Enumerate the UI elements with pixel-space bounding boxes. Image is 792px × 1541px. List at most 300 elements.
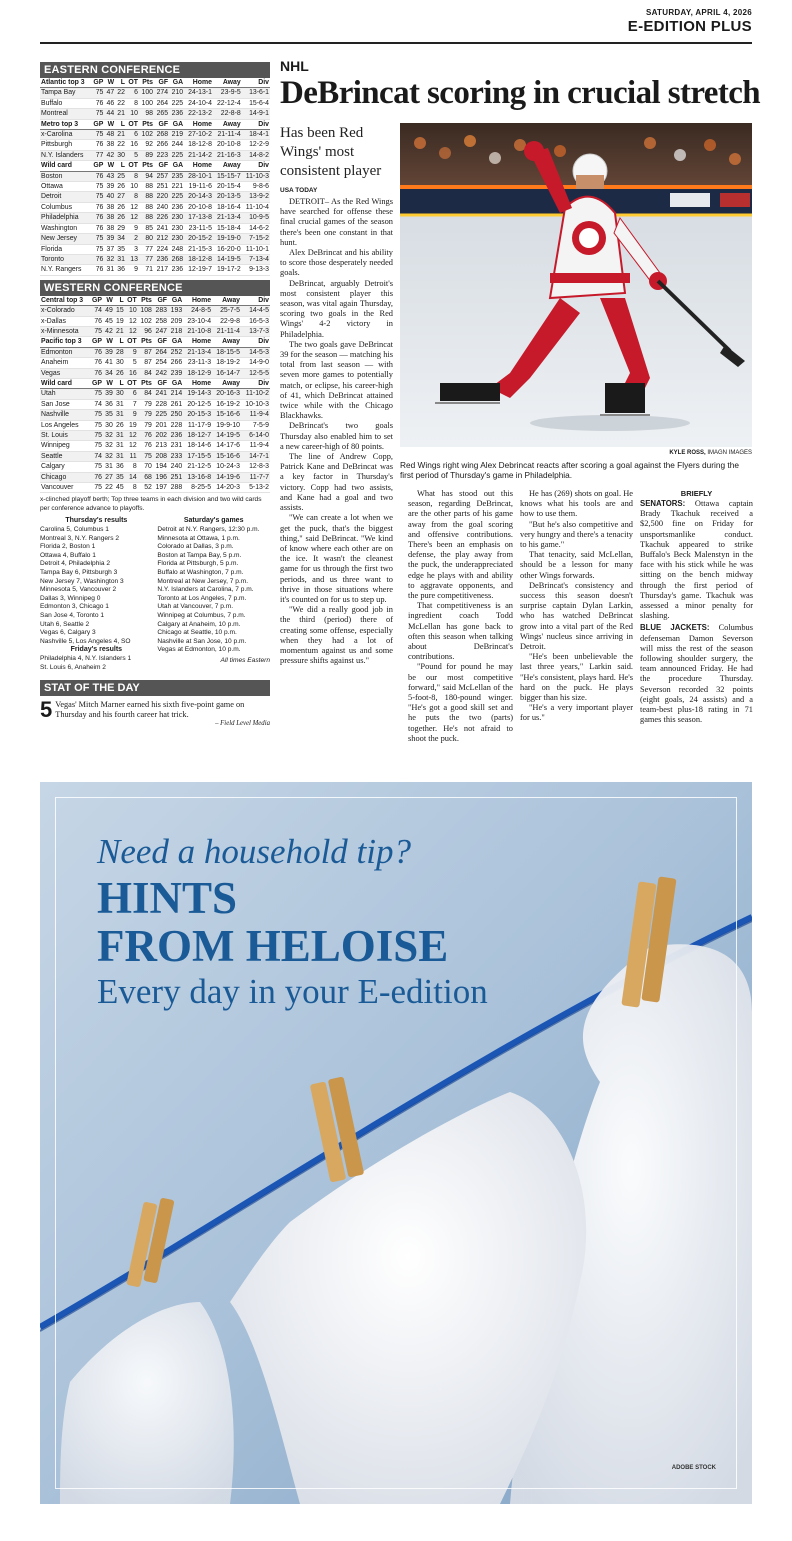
standings-cell: 17-13-8	[184, 213, 213, 223]
standings-cell: Away	[212, 378, 241, 388]
result-item: Detroit 4, Philadelphia 2	[40, 560, 111, 568]
standings-cell: 75	[90, 420, 103, 430]
standings-cell: 24-10-4	[184, 98, 213, 108]
standings-cell: 98	[139, 109, 154, 119]
standings-cell: 266	[168, 358, 183, 368]
team-name: Winnipeg	[40, 441, 90, 451]
standings-cell: Home	[183, 296, 212, 306]
standings-cell: 75	[90, 326, 103, 336]
standings-cell: 10-10-3	[241, 399, 270, 409]
standings-cell: 214	[168, 389, 183, 399]
standings-cell: Pts	[139, 78, 154, 88]
standings-cell: 261	[168, 399, 183, 409]
stat-of-day-credit: – Field Level Media	[215, 720, 270, 728]
standings-row	[40, 109, 270, 119]
standings-cell: GP	[90, 337, 103, 347]
standings-cell: 88	[139, 182, 154, 192]
standings-cell: Pts	[139, 119, 154, 129]
standings-cell: 11-10-2	[241, 389, 270, 399]
standings-cell: 39	[103, 389, 114, 399]
article-paragraph: What has stood out this season, regarding DeBrincat, are the other parts of his game away from the goal scoring and offensive contributions. There's been an emphasis on defense, the play away from the puck, the underappreciated edge he plays with and ability to aggravate opponents, and the pure competitiveness.	[408, 489, 513, 601]
standings-cell: 11-7-7	[241, 472, 270, 482]
standings-cell: 218	[168, 326, 183, 336]
standings-cell: 193	[168, 306, 183, 316]
standings-cell: 88	[139, 213, 154, 223]
team-name: Vancouver	[40, 483, 90, 493]
result-item: Buffalo at Washington, 7 p.m.	[157, 569, 244, 576]
article-paragraph: DeBrincat, arguably Detroit's most consistent player this season, was vital again Thursday, scoring two goals in the Red Wings' 4-2 victory in Philadelphia.	[280, 278, 393, 339]
standings-cell: 225	[169, 192, 184, 202]
standings-cell: GP	[91, 78, 104, 88]
standings-cell: 20-13-5	[213, 192, 242, 202]
standings-cell: 268	[169, 254, 184, 264]
standings-cell: 9	[126, 223, 139, 233]
standings-cell: GA	[169, 119, 184, 129]
standings-cell: 14-19-5	[212, 431, 241, 441]
team-name: Los Angeles	[40, 420, 90, 430]
standings-cell: GF	[153, 378, 168, 388]
friday-results-title: Friday's results	[70, 646, 123, 654]
standings-cell: 31	[114, 431, 125, 441]
ad-tagline: Need a household tip?	[97, 832, 411, 871]
standings-cell: 76	[90, 347, 103, 357]
standings-cell: 11-10-4	[242, 202, 270, 212]
standings-header-row	[40, 78, 270, 88]
results-left-col	[40, 517, 153, 672]
standings-cell: 44	[104, 109, 115, 119]
standings-cell: 52	[138, 483, 153, 493]
standings-cell: 7-5-9	[241, 420, 270, 430]
standings-cell: 21-11-4	[212, 326, 241, 336]
standings-cell: 12	[125, 326, 138, 336]
standings-cell: 84	[138, 389, 153, 399]
standings-cell: 194	[153, 462, 168, 472]
article-paragraph: "We did a really good job in the third (period) there of creating some offense, especially when they had a lot of momentum against us and some pressure shifts against us."	[280, 605, 393, 666]
standings-cell: 94	[139, 171, 154, 181]
standings-cell: 76	[91, 171, 104, 181]
standings-cell: 20-12-5	[183, 399, 212, 409]
standings-row	[40, 347, 270, 357]
standings-cell: 13-6-1	[242, 88, 270, 98]
standings-cell: 235	[169, 171, 184, 181]
heloise-advertisement[interactable]	[40, 782, 752, 1504]
standings-cell: 7-13-4	[242, 254, 270, 264]
stat-of-day-title: STAT OF THE DAY	[40, 680, 270, 696]
standings-cell: 36	[115, 265, 126, 275]
standings-cell: 14-5-3	[241, 347, 270, 357]
standings-cell: 224	[154, 244, 169, 254]
standings-cell: 15-16-6	[212, 451, 241, 461]
result-item: Vegas 6, Calgary 3	[40, 629, 96, 637]
standings-cell: GF	[154, 161, 169, 171]
article-byline: USA TODAY	[280, 187, 318, 194]
standings-cell: 13	[126, 254, 139, 264]
article-paragraph: "But he's also competitive and very hungry and there's a tenacity to his game."	[520, 519, 633, 550]
standings-cell: 76	[91, 223, 104, 233]
standings-cell: 75	[90, 431, 103, 441]
standings-cell: 31	[114, 451, 125, 461]
standings-cell: 108	[138, 306, 153, 316]
stat-of-day-text: Vegas' Mitch Marner earned his sixth five-point game on Thursday and his fourth career hat trick.	[55, 700, 245, 720]
standings-cell: 231	[168, 441, 183, 451]
standings-cell: 19	[114, 316, 125, 326]
standings-cell: 6	[125, 389, 138, 399]
results-right-col	[157, 517, 270, 672]
standings-cell: 31	[114, 399, 125, 409]
team-name: Calgary	[40, 462, 90, 472]
standings-cell: 75	[90, 441, 103, 451]
result-item: Tampa Bay 6, Pittsburgh 3	[40, 569, 118, 576]
division-label: Wild card	[40, 378, 90, 388]
standings-cell: 10	[126, 182, 139, 192]
standings-cell: 230	[169, 213, 184, 223]
result-item: Ottawa 4, Buffalo 1	[40, 551, 96, 559]
standings-cell: 19-11-6	[184, 182, 213, 192]
article-paragraph: He has (269) shots on goal. He knows what his tools are and how to use them.	[520, 489, 633, 519]
result-item: Utah at Vancouver, 7 p.m.	[157, 603, 234, 611]
standings-cell: 14-4-5	[241, 306, 270, 316]
photo-credit-org: IMAGN IMAGES	[707, 450, 752, 456]
team-name: New Jersey	[40, 234, 91, 244]
edition-date: SATURDAY, APRIL 4, 2026	[645, 8, 752, 17]
team-name: Anaheim	[40, 358, 90, 368]
standings-cell: 233	[168, 451, 183, 461]
standings-cell: Home	[184, 78, 213, 88]
standings-cell: 21	[115, 109, 126, 119]
team-name: Detroit	[40, 192, 91, 202]
standings-cell: 8	[126, 192, 139, 202]
standings-row	[40, 254, 270, 264]
standings-cell: 9-13-3	[242, 265, 270, 275]
standings-cell: 240	[154, 202, 169, 212]
standings-cell: 14-8-2	[242, 150, 270, 160]
team-name: Utah	[40, 389, 90, 399]
standings-cell: 12-8-3	[241, 462, 270, 472]
standings-cell: 23-10-4	[183, 316, 212, 326]
standings-cell: 79	[138, 410, 153, 420]
standings-cell: 75	[90, 483, 103, 493]
result-item: Minnesota at Ottawa, 1 p.m.	[157, 534, 240, 542]
standings-row	[40, 234, 270, 244]
result-item: Nashville at San Jose, 10 p.m.	[157, 637, 247, 645]
standings-cell: 209	[168, 316, 183, 326]
standings-cell: 225	[169, 150, 184, 160]
standings-cell: 75	[138, 451, 153, 461]
standings-cell: 38	[104, 213, 115, 223]
standings-row	[40, 389, 270, 399]
standings-cell: 19	[125, 420, 138, 430]
standings-cell: 10-24-3	[212, 462, 241, 472]
standings-cell: 76	[90, 472, 103, 482]
standings-cell: Away	[213, 119, 242, 129]
standings-cell: GF	[153, 296, 168, 306]
standings-cell: 16	[126, 140, 139, 150]
standings-cell: Home	[183, 337, 212, 347]
standings-cell: 75	[90, 410, 103, 420]
standings-row	[40, 472, 270, 482]
standings-cell: 236	[169, 109, 184, 119]
standings-cell: 251	[154, 182, 169, 192]
standings-cell: 19-14-3	[183, 389, 212, 399]
division-label: Pacific top 3	[40, 337, 90, 347]
team-name: Tampa Bay	[40, 88, 91, 98]
briefly-title: BRIEFLY	[680, 489, 713, 498]
standings-cell: 42	[104, 150, 115, 160]
briefly-text: Columbus defenseman Damon Severson will miss the rest of the season following shoulder surgery, the team announced Friday. He had the procedure Thursday. Severson recorded 32 points (eight goals, 24 assists) and a team-best plus-18 rating in 71 games this season.	[640, 623, 753, 725]
standings-cell: 22	[115, 140, 126, 150]
standings-cell: 75	[91, 182, 104, 192]
standings-cell: 39	[104, 234, 115, 244]
standings-cell: 6	[126, 130, 139, 140]
standings-cell: 210	[169, 88, 184, 98]
standings-cell: 75	[91, 244, 104, 254]
standings-cell: 88	[139, 202, 154, 212]
ad-title-line-2: FROM HELOISE	[97, 921, 449, 971]
article-paragraph: DeBrincat's consistency and success this season doesn't surprise captain Dylan Larkin, who has watched DeBrincat grow into a vital part of the Red Wings' nucleus since arriving in Detroit.	[520, 580, 633, 652]
standings-cell: 18-15-5	[212, 347, 241, 357]
standings-cell: 228	[153, 399, 168, 409]
standings-cell: 236	[169, 202, 184, 212]
standings-header-row	[40, 378, 270, 388]
standings-cell: 36	[114, 462, 125, 472]
standings-row	[40, 98, 270, 108]
standings-cell: 225	[169, 98, 184, 108]
standings-cell: 34	[115, 234, 126, 244]
standings-header-row	[40, 296, 270, 306]
standings-cell: Home	[184, 119, 213, 129]
standings-cell: Div	[242, 161, 270, 171]
standings-cell: 8	[125, 462, 138, 472]
team-name: Edmonton	[40, 347, 90, 357]
team-name: Nashville	[40, 410, 90, 420]
standings-cell: 76	[91, 140, 104, 150]
standings-cell: 7	[125, 399, 138, 409]
team-name: Buffalo	[40, 98, 91, 108]
standings-cell: Away	[213, 78, 242, 88]
standings-cell: 265	[154, 109, 169, 119]
standings-cell: 6-14-0	[241, 431, 270, 441]
ad-subtitle: Every day in your E-edition	[97, 972, 488, 1011]
standings-cell: 32	[103, 431, 114, 441]
standings-cell: 102	[138, 316, 153, 326]
standings-row	[40, 202, 270, 212]
hockey-photo	[400, 123, 752, 447]
article-paragraph: "He's a very important player for us."	[520, 703, 633, 723]
briefly-team: SENATORS:	[640, 499, 686, 508]
standings-cell: OT	[126, 119, 139, 129]
standings-cell: 22	[115, 98, 126, 108]
standings-cell: 87	[138, 347, 153, 357]
standings-cell: 75	[91, 130, 104, 140]
standings-cell: 76	[91, 265, 104, 275]
standings-cell: 30	[114, 389, 125, 399]
standings-cell: 14-20-3	[212, 483, 241, 493]
standings-cell: Away	[212, 296, 241, 306]
standings-cell: 71	[139, 265, 154, 275]
standings-row	[40, 213, 270, 223]
standings-row	[40, 223, 270, 233]
standings-cell: OT	[125, 296, 138, 306]
standings-cell: 75	[91, 192, 104, 202]
briefly-item	[640, 623, 753, 725]
standings-cell: 21-14-2	[184, 150, 213, 160]
standings-cell: 39	[104, 182, 115, 192]
standings-cell: 274	[154, 88, 169, 98]
standings-cell: 35	[114, 472, 125, 482]
standings-cell: Div	[242, 119, 270, 129]
standings-cell: 23-11-3	[183, 358, 212, 368]
standings-cell: 12	[125, 441, 138, 451]
standings-cell: 76	[90, 368, 103, 378]
standings-cell: 20-15-3	[183, 410, 212, 420]
ad-title-line-1: HINTS	[97, 873, 238, 923]
result-item: Edmonton 3, Chicago 1	[40, 603, 109, 611]
standings-cell: 26	[115, 202, 126, 212]
standings-cell: 22	[103, 483, 114, 493]
standings-cell: 13-7-3	[241, 326, 270, 336]
standings-cell: 22-12-4	[213, 98, 242, 108]
standings-header-row	[40, 161, 270, 171]
standings-cell: 16-14-7	[212, 368, 241, 378]
standings-cell: 14-17-6	[212, 441, 241, 451]
standings-row	[40, 483, 270, 493]
standings-cell: 76	[90, 316, 103, 326]
standings-cell: L	[115, 119, 126, 129]
standings-cell: 19-19-0	[213, 234, 242, 244]
standings-cell: 226	[154, 213, 169, 223]
hockey-photo-illustration	[400, 123, 752, 447]
standings-cell: 258	[153, 316, 168, 326]
western-conference-title: WESTERN CONFERENCE	[40, 280, 270, 296]
standings-cell: 46	[104, 98, 115, 108]
division-label: Atlantic top 3	[40, 78, 91, 88]
standings-cell: 251	[168, 472, 183, 482]
standings-legend: x-clinched playoff berth; Top three teams in each division and two wild cards per conference advance to playoffs.	[40, 496, 262, 512]
standings-cell: 41	[103, 358, 114, 368]
standings-cell: 42	[103, 326, 114, 336]
team-name: Vegas	[40, 368, 90, 378]
standings-cell: 26	[115, 213, 126, 223]
standings-cell: 9	[125, 347, 138, 357]
standings-cell: 102	[139, 130, 154, 140]
standings-cell: Div	[241, 378, 270, 388]
standings-cell: GA	[169, 78, 184, 88]
standings-cell: 76	[91, 254, 104, 264]
standings-cell: 21-13-4	[213, 213, 242, 223]
article-paragraph: "Pound for pound he may be our most competitive forward," said McLellan of the 5-foot-8, 180-pound winger. "He's got a good skill set and he puts the two (parts) together. He's not afraid to shoot the puck.	[408, 662, 513, 743]
standings-cell: GF	[154, 119, 169, 129]
standings-cell: 22-13-2	[184, 109, 213, 119]
eastern-conference-title: EASTERN CONFERENCE	[40, 62, 270, 78]
standings-cell: 77	[139, 244, 154, 254]
result-item: New Jersey 7, Washington 3	[40, 577, 124, 585]
standings-cell: 196	[153, 472, 168, 482]
standings-header-row	[40, 119, 270, 129]
standings-cell: GF	[154, 78, 169, 88]
stat-of-day-number: 5	[40, 697, 53, 723]
edition-brand: E-EDITION PLUS	[627, 18, 752, 35]
result-item: Calgary at Anaheim, 10 p.m.	[157, 620, 241, 628]
standings-cell: 31	[114, 441, 125, 451]
standings-column	[40, 58, 270, 727]
standings-row	[40, 192, 270, 202]
standings-cell: 242	[153, 368, 168, 378]
team-name: Chicago	[40, 472, 90, 482]
result-item: Dallas 3, Winnipeg 0	[40, 594, 101, 602]
standings-cell: 20-15-4	[213, 182, 242, 192]
article-paragraph: That competitiveness is an ingredient coach Todd McLellan has gone back to often this season when talking about DeBrincat's contributions.	[408, 601, 513, 662]
standings-cell: L	[115, 161, 126, 171]
standings-cell: 21-15-3	[184, 244, 213, 254]
team-name: N.Y. Rangers	[40, 265, 91, 275]
standings-row	[40, 182, 270, 192]
standings-row	[40, 130, 270, 140]
stat-of-day	[40, 697, 270, 723]
standings-cell: 244	[169, 140, 184, 150]
thursday-results-title: Thursday's results	[65, 517, 128, 525]
standings-cell: 223	[154, 150, 169, 160]
standings-row	[40, 316, 270, 326]
standings-cell: 20-14-3	[184, 192, 213, 202]
standings-cell: 12-5-5	[241, 368, 270, 378]
standings-cell: Away	[213, 161, 242, 171]
standings-cell: 74	[90, 306, 103, 316]
article-paragraph: The two goals gave DeBrincat 39 for the season — matching his total from last season — with seven more games to potentially match, or eclipse, his career-high of 41, which DeBrincat attained twice while with the Chicago Blackhawks.	[280, 339, 393, 421]
standings-cell: 202	[153, 431, 168, 441]
standings-cell: 197	[153, 483, 168, 493]
briefly-text: Ottawa captain Brady Tkachuk received a $2,500 fine on Friday for unsportsmanlike conduct. Tkachuk appeared to strike Buffalo's Beck Malenstyn in the face with his stick while he was sitting on the bench midway through the first period of Thursday's game. Tkachuk was assessed a minor penalty for slashing.	[640, 499, 753, 621]
standings-cell: 23-9-5	[213, 88, 242, 98]
standings-cell: 79	[138, 420, 153, 430]
standings-cell: 14-9-1	[242, 109, 270, 119]
standings-cell: GA	[169, 161, 184, 171]
standings-cell: 18-19-2	[212, 358, 241, 368]
standings-cell: W	[103, 378, 114, 388]
standings-cell: 30	[114, 358, 125, 368]
standings-cell: 3	[126, 244, 139, 254]
standings-cell: 75	[90, 389, 103, 399]
article-paragraph: "He's been unbelievable the last three years," Larkin said. "He's consistent, plays hard. He's hard on the puck. He plays bigger than his size.	[520, 652, 633, 703]
standings-cell: 49	[103, 306, 114, 316]
standings-cell: 100	[139, 98, 154, 108]
standings-cell: 18-12-9	[183, 368, 212, 378]
standings-cell: 38	[104, 202, 115, 212]
standings-cell: GA	[168, 296, 183, 306]
standings-cell: 24-13-1	[184, 88, 213, 98]
standings-cell: 13-9-2	[242, 192, 270, 202]
standings-cell: 12	[126, 213, 139, 223]
standings-cell: 20-10-8	[213, 140, 242, 150]
standings-cell: 18-12-7	[183, 431, 212, 441]
standings-cell: 254	[153, 358, 168, 368]
standings-cell: 75	[91, 109, 104, 119]
team-name: Toronto	[40, 254, 91, 264]
team-name: N.Y. Islanders	[40, 150, 91, 160]
standings-cell: 11-10-3	[242, 171, 270, 181]
team-name: x-Minnesota	[40, 326, 90, 336]
ad-photo-credit: ADOBE STOCK	[671, 1465, 716, 1471]
standings-cell: 37	[104, 244, 115, 254]
standings-row	[40, 358, 270, 368]
standings-cell: 74	[90, 399, 103, 409]
standings-cell: 219	[169, 130, 184, 140]
standings-cell: 236	[169, 265, 184, 275]
section-kicker: NHL	[280, 58, 309, 74]
standings-cell: L	[115, 78, 126, 88]
standings-cell: 2	[126, 234, 139, 244]
standings-cell: 8	[126, 171, 139, 181]
standings-cell: 20-16-3	[212, 389, 241, 399]
